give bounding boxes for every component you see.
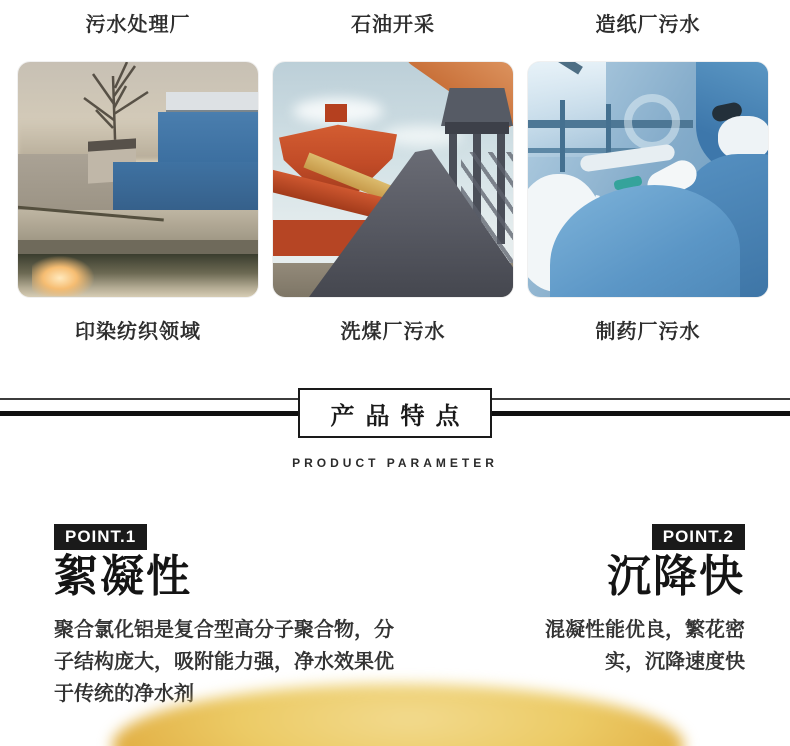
section-title-box bbox=[298, 388, 492, 438]
section-subtitle: PRODUCT PARAMETER bbox=[292, 456, 498, 470]
application-gallery bbox=[0, 0, 790, 343]
point-1-badge: POINT.1 bbox=[54, 524, 147, 550]
point-1-title: 絮凝性 bbox=[54, 552, 192, 601]
section-title: 产品特点 bbox=[330, 402, 471, 430]
building-roof-layer bbox=[166, 92, 258, 112]
gallery-column-1 bbox=[18, 0, 258, 343]
point-1-line-2: 子结构庞大，吸附能力强，净水效果优 bbox=[54, 651, 394, 673]
caption-sewage-plant: 污水处理厂 bbox=[85, 14, 191, 36]
gallery-column-3 bbox=[528, 0, 768, 343]
point-2 bbox=[545, 524, 745, 710]
hopper-cap-layer bbox=[325, 104, 347, 122]
feature-points bbox=[0, 524, 790, 710]
pool-rim-layer bbox=[18, 210, 258, 242]
point-1 bbox=[54, 524, 394, 710]
point-2-line-1: 混凝性能优良，繁花密 bbox=[545, 619, 745, 641]
point-1-line-3: 于传统的净水剂 bbox=[54, 683, 194, 705]
sun-reflection-layer bbox=[32, 256, 94, 296]
sewage-treatment-plant-photo bbox=[18, 62, 258, 297]
section-divider bbox=[0, 388, 790, 438]
point-2-line-2: 实，沉降速度快 bbox=[605, 651, 745, 673]
pharma-clean-room-photo bbox=[528, 62, 768, 297]
caption-dyeing-textile: 印染纺织领域 bbox=[75, 321, 201, 343]
caption-oil-extraction: 石油开采 bbox=[351, 14, 435, 36]
gallery-column-2 bbox=[273, 0, 513, 343]
tower-hopper-layer bbox=[441, 88, 513, 126]
point-2-description bbox=[545, 614, 745, 678]
caption-paper-mill: 造纸厂污水 bbox=[595, 14, 701, 36]
point-2-badge: POINT.2 bbox=[652, 524, 745, 550]
caption-coal-washing: 洗煤厂污水 bbox=[340, 321, 446, 343]
point-2-title: 沉降快 bbox=[607, 552, 745, 601]
frame-post-layer bbox=[560, 100, 565, 172]
oil-extraction-photo bbox=[273, 62, 513, 297]
gauge-ring-layer bbox=[624, 94, 680, 150]
caption-pharma-wastewater: 制药厂污水 bbox=[595, 321, 701, 343]
tower-band-layer bbox=[445, 122, 509, 134]
blue-fence-layer bbox=[113, 162, 258, 214]
glass-panel-layer bbox=[528, 62, 606, 157]
point-1-line-1: 聚合氯化铝是复合型高分子聚合物，分 bbox=[54, 619, 394, 641]
